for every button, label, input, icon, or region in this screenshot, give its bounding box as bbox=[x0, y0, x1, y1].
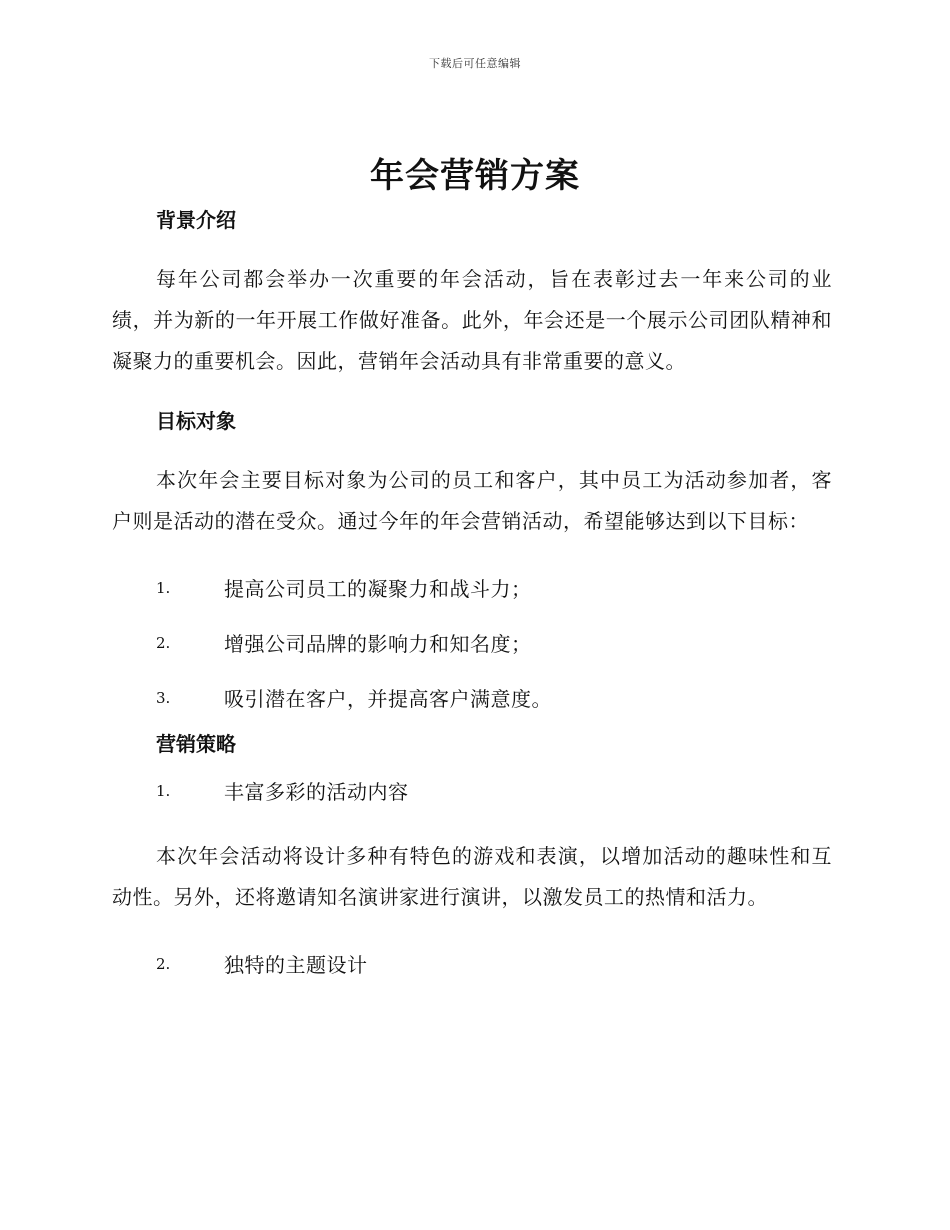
list-text: 吸引潜在客户，并提高客户满意度。 bbox=[224, 687, 552, 711]
document-title: 年会营销方案 bbox=[370, 156, 580, 196]
list-number: 1. bbox=[156, 578, 171, 597]
list-item bbox=[112, 560, 832, 615]
list-text: 独特的主题设计 bbox=[224, 953, 368, 977]
document-body bbox=[112, 203, 832, 991]
section-heading-target: 目标对象 bbox=[156, 409, 236, 433]
list-item bbox=[112, 763, 832, 818]
list-item bbox=[112, 670, 832, 725]
list-item bbox=[112, 936, 832, 991]
list-text: 增强公司品牌的影响力和知名度； bbox=[224, 632, 532, 656]
list-number: 1. bbox=[156, 781, 171, 800]
list-number: 2. bbox=[156, 633, 171, 652]
list-number: 3. bbox=[156, 688, 171, 707]
target-paragraph: 本次年会主要目标对象为公司的员工和客户，其中员工为活动参加者，客户则是活动的潜在受众。通过今年的年会营销活动，希望能够达到以下目标： bbox=[112, 468, 832, 533]
list-number: 2. bbox=[156, 954, 171, 973]
section-heading-background: 背景介绍 bbox=[156, 208, 236, 232]
header-note: 下载后可任意编辑 bbox=[429, 57, 521, 70]
background-paragraph: 每年公司都会举办一次重要的年会活动，旨在表彰过去一年来公司的业绩，并为新的一年开展工作做好准备。此外，年会还是一个展示公司团队精神和凝聚力的重要机会。因此，营销年会活动具有非常重要的意义。 bbox=[112, 267, 832, 373]
list-text: 提高公司员工的凝聚力和战斗力； bbox=[224, 577, 532, 601]
list-text: 丰富多彩的活动内容 bbox=[224, 780, 409, 804]
list-item bbox=[112, 615, 832, 670]
strategy-paragraph: 本次年会活动将设计多种有特色的游戏和表演，以增加活动的趣味性和互动性。另外，还将邀请知名演讲家进行演讲，以激发员工的热情和活力。 bbox=[112, 844, 832, 909]
section-heading-strategy: 营销策略 bbox=[156, 732, 236, 756]
